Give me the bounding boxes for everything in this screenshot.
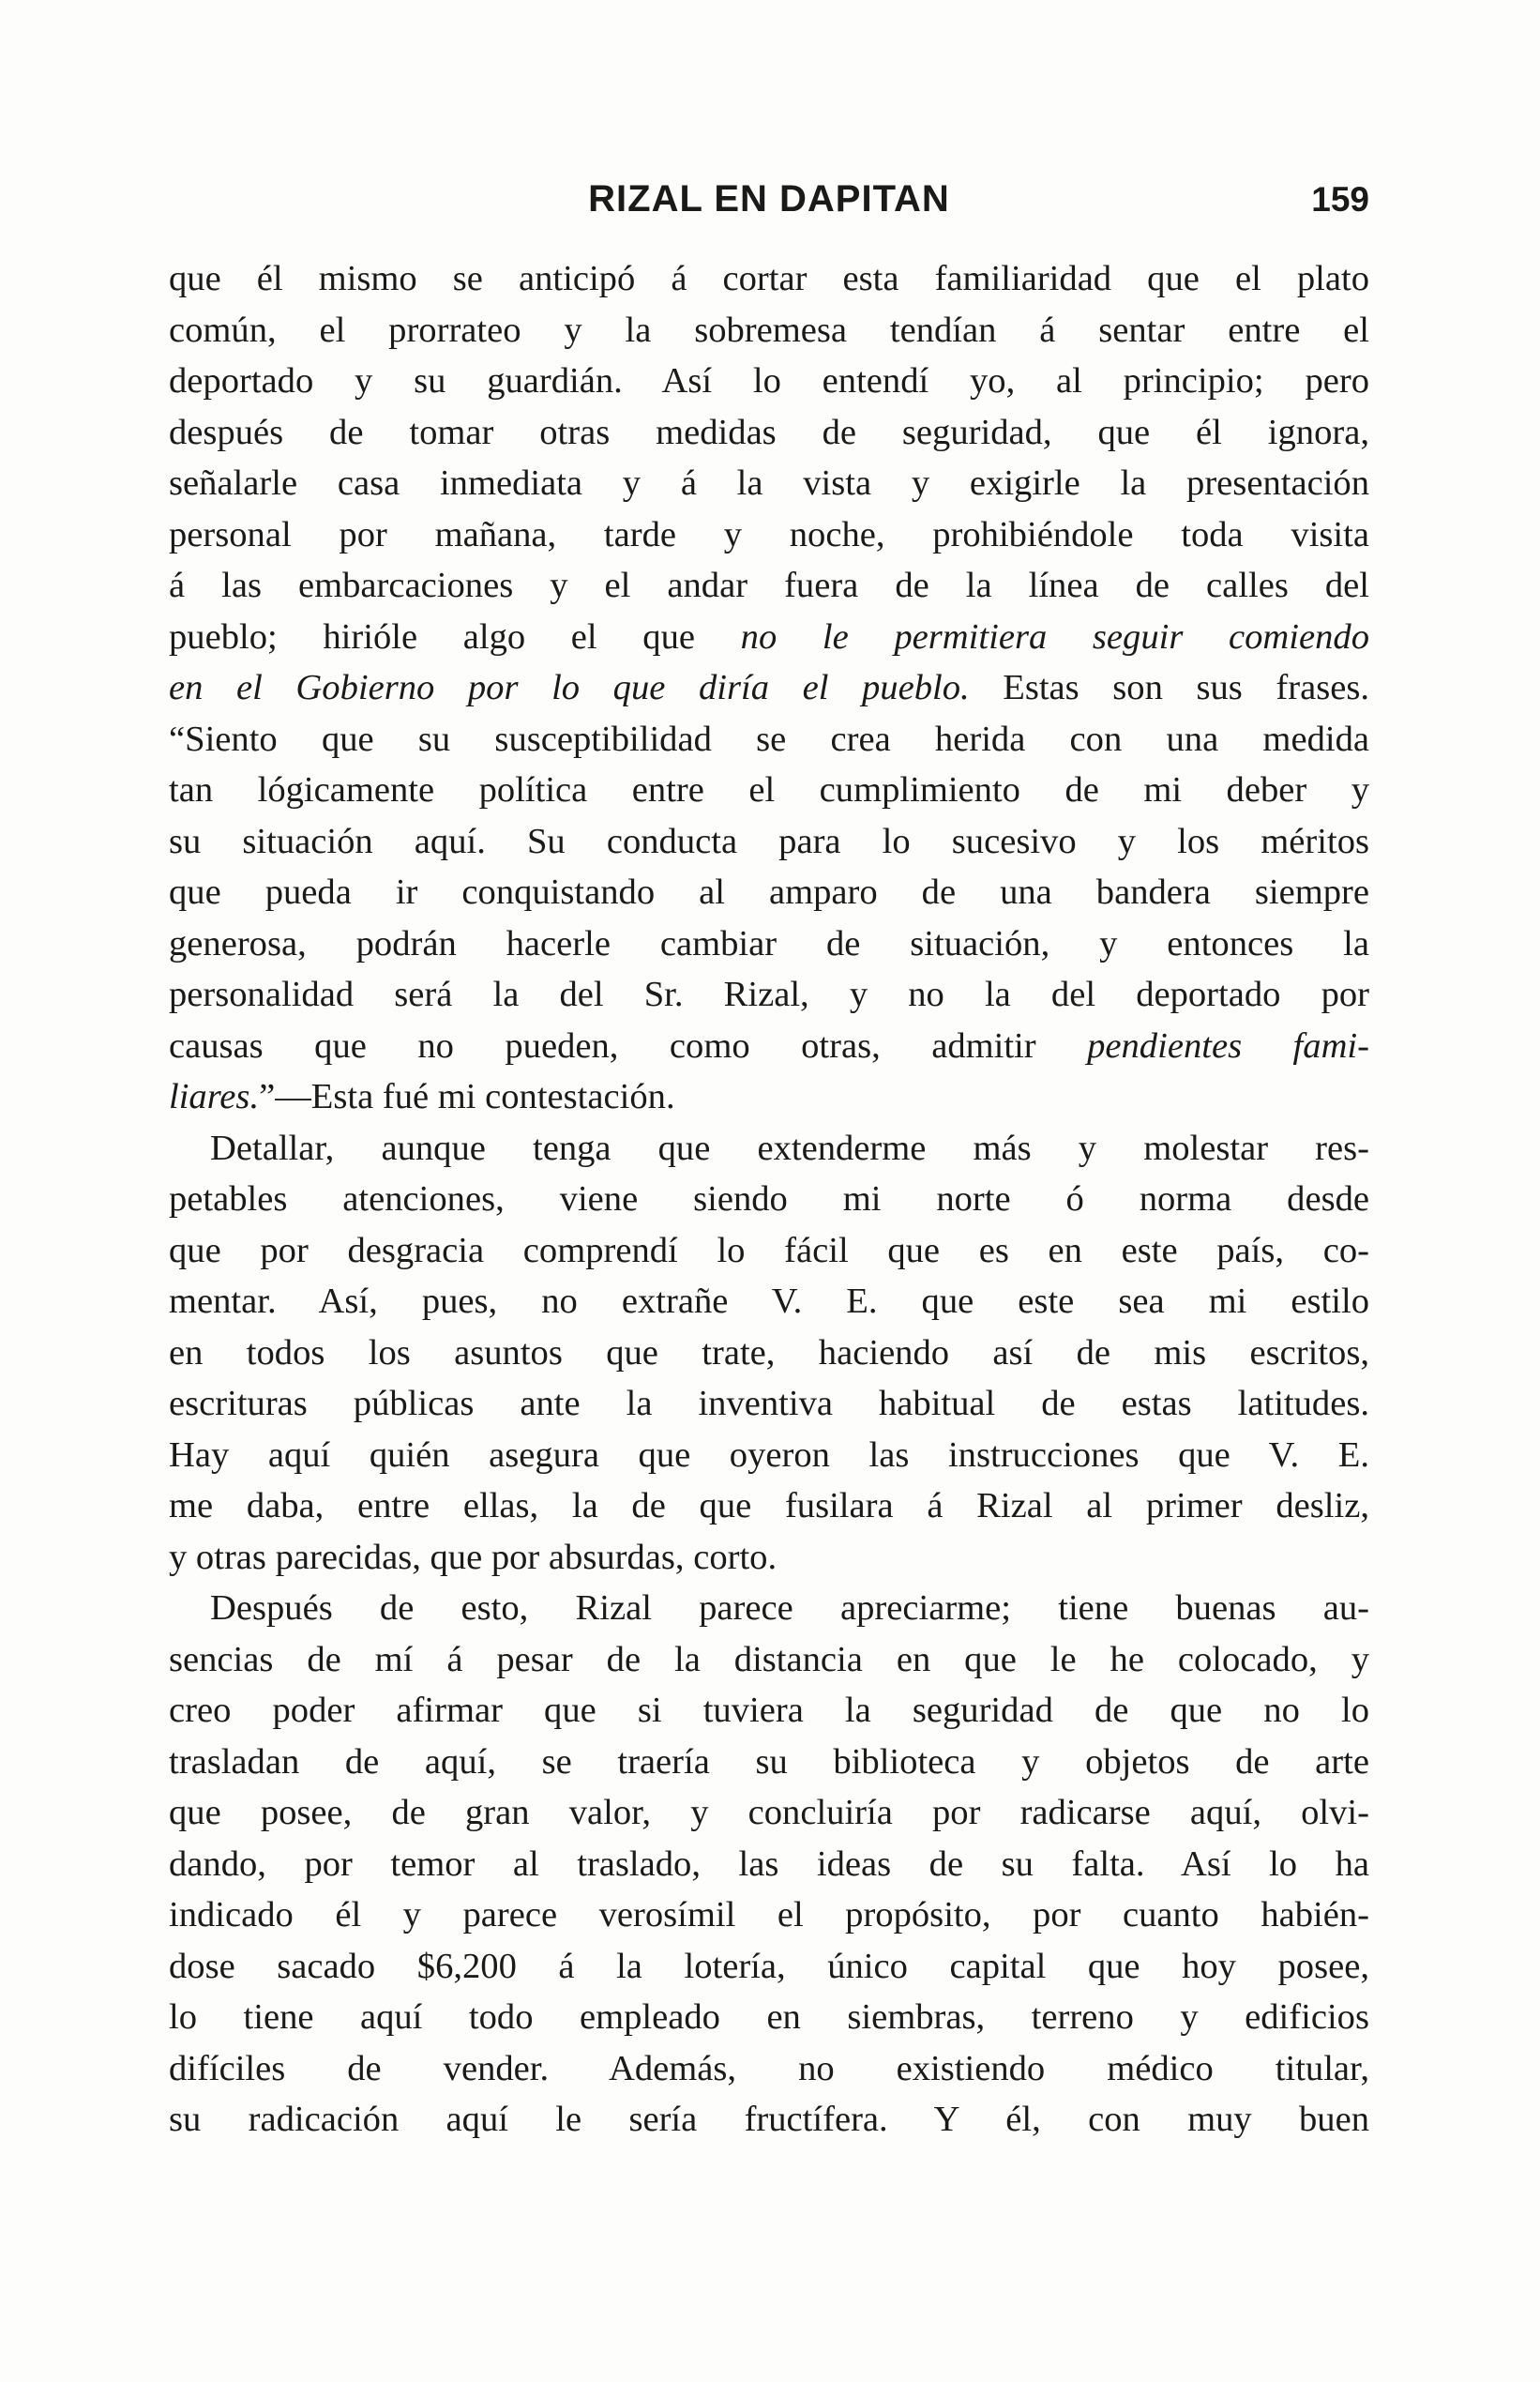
text-line: que él mismo se anticipó á cortar esta familiaridad que el plato [169,259,1369,298]
text-line: petables atenciones, viene siendo mi norte ó norma desde [169,1179,1369,1219]
text-line: tan lógicamente política entre el cumplimiento de mi deber y [169,770,1369,810]
text-segment: ”—Esta fué mi contestación. [259,1077,675,1116]
text-line: “Siento que su susceptibilidad se crea herida con una medida [169,719,1369,759]
text-line: me daba, entre ellas, la de que fusilara á Rizal al primer desliz, [169,1486,1369,1525]
paragraph-3 [169,1583,1369,2146]
text-segment: causas que no pueden, como otras, admitir [169,1025,1036,1066]
italic-phrase: no le permitiera seguir comiendo [740,616,1369,657]
text-line: creo poder afirmar que si tuviera la seguridad de que no lo [169,1691,1369,1730]
text-line: dando, por temor al traslado, las ideas de su falta. Así lo ha [169,1843,1369,1884]
text-line: personal por mañana, tarde y noche, prohibiéndole toda visita [169,514,1369,554]
text-line: indicado él y parece verosímil el propósito, por cuanto habién- [169,1895,1369,1934]
text-line [169,1071,1369,1123]
page-header [169,169,1369,235]
text-line: á las embarcaciones y el andar fuera de la línea de calles del [169,566,1369,605]
text-line: escrituras públicas ante la inventiva habitual de estas latitudes. [169,1384,1369,1423]
text-line: que posee, de gran valor, y concluiría por radicarse aquí, olvi- [169,1793,1369,1832]
text-segment: Estas son sus frases. [1003,668,1369,707]
text-line: señalarle casa inmediata y á la vista y exigirle la presentación [169,463,1369,503]
text-line: mentar. Así, pues, no extrañe V. E. que este sea mi estilo [169,1282,1369,1321]
text-line: deportado y su guardián. Así lo entendí yo, al principio; pero [169,361,1369,401]
text-line: difíciles de vender. Además, no existiendo médico titular, [169,2048,1369,2088]
text-line: dose sacado $6,200 á la lotería, único capital que hoy posee, [169,1946,1369,1986]
paragraph-2 [169,1123,1369,1584]
text-line: común, el prorrateo y la sobremesa tendían á sentar entre el [169,310,1369,350]
text-line: su radicación aquí le sería fructífera. Y él, con muy buen [169,2100,1369,2139]
text-line: en todos los asuntos que trate, haciendo así de mis escritos, [169,1332,1369,1373]
text-line [169,662,1369,714]
text-line: generosa, podrán hacerle cambiar de situación, y entonces la [169,923,1369,963]
text-line: después de tomar otras medidas de seguridad, que él ignora, [169,412,1369,452]
text-line: lo tiene aquí todo empleado en siembras, terreno y edificios [169,1997,1369,2037]
italic-phrase: pendientes fami- [1087,1025,1369,1066]
text-line: personalidad será la del Sr. Rizal, y no la del deportado por [169,975,1369,1014]
text-line [169,612,1369,663]
text-line: sencias de mí á pesar de la distancia en que le he colocado, y [169,1639,1369,1679]
text-line: que pueda ir conquistando al amparo de una bandera siempre [169,872,1369,912]
text-line: Después de esto, Rizal parece apreciarme; tiene buenas au- [210,1588,1369,1628]
italic-phrase: liares. [169,1077,260,1116]
text-line: que por desgracia comprendí lo fácil que es en este país, co- [169,1230,1369,1270]
italic-phrase: en el Gobierno por lo que diría el pueblo. [169,668,970,707]
text-line: trasladan de aquí, se traería su biblioteca y objetos de arte [169,1741,1369,1782]
page-number: 159 [1311,180,1369,219]
body-text [169,253,1369,2146]
text-line [169,1021,1369,1072]
text-line: Hay aquí quién asegura que oyeron las instrucciones que V. E. [169,1434,1369,1475]
running-head: RIZAL EN DAPITAN [588,178,950,220]
text-segment: pueblo; hirióle algo el que [169,616,695,657]
text-line: y otras parecidas, que por absurdas, corto. [169,1537,778,1577]
text-line: su situación aquí. Su conducta para lo sucesivo y los méritos [169,821,1369,861]
paragraph-1 [169,253,1369,1123]
text-line: Detallar, aunque tenga que extenderme más y molestar res- [210,1128,1369,1168]
